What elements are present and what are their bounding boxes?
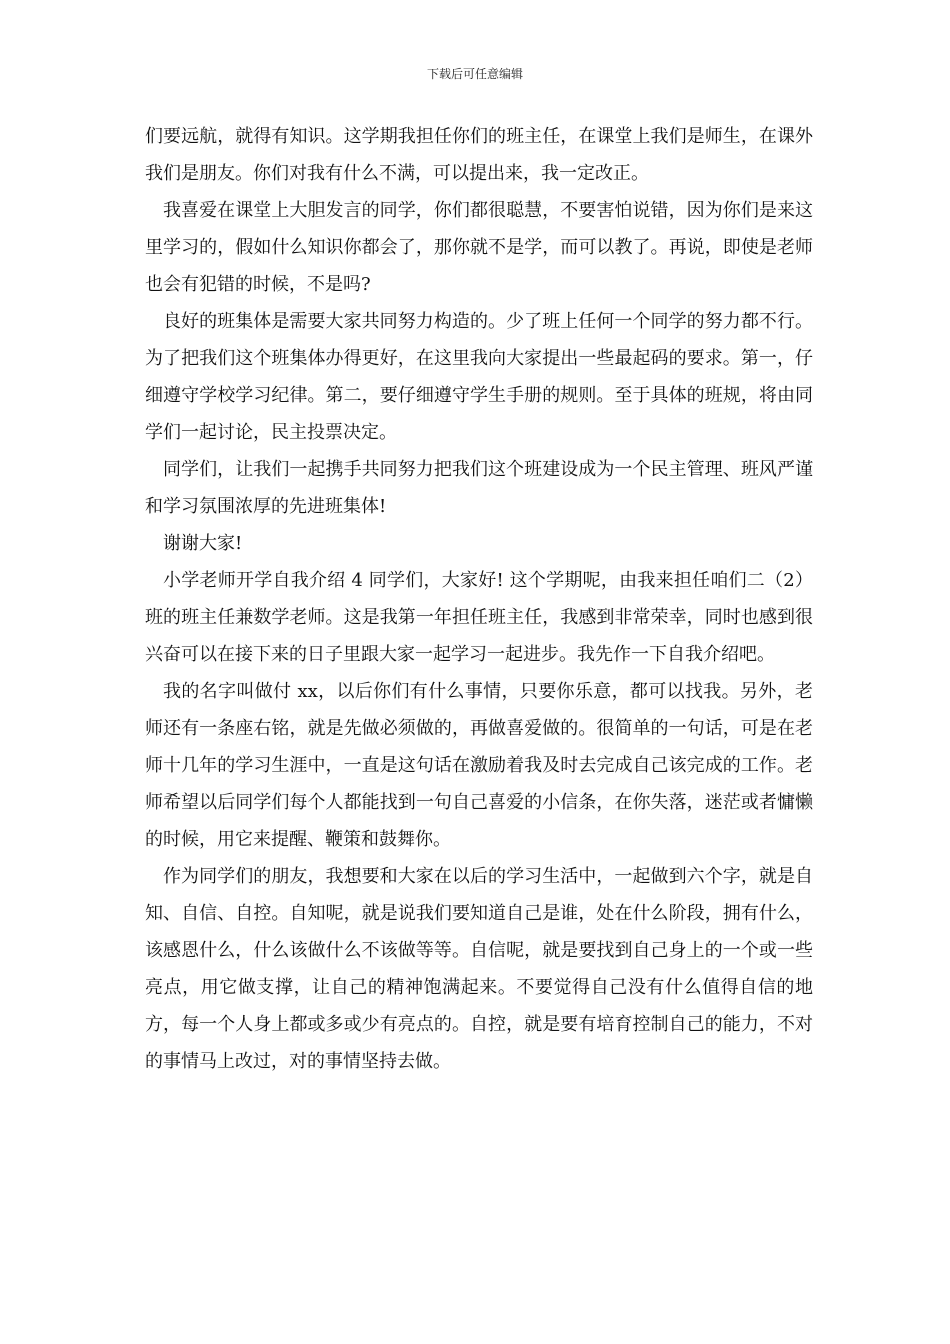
paragraph-4: 同学们，让我们一起携手共同努力把我们这个班建设成为一个民主管理、班风严谨和学习氛围浓厚的先进班集体! (145, 459, 813, 517)
paragraph-8: 作为同学们的朋友，我想要和大家在以后的学习生活中，一起做到六个字，就是自知、自信、自控。自知呢，就是说我们要知道自己是谁，处在什么阶段，拥有什么，该感恩什么，什么该做什么不该做等等。自信呢，就是要找到自己身上的一个或一些亮点，用它做支撑，让自己的精神饱满起来。不要觉得自己没有什么值得自信的地方，每一个人身上都或多或少有亮点的。自控，就是要有培育控制自己的能力，不对的事情马上改过，对的事情坚持去做。 (145, 866, 813, 1072)
body-text (145, 118, 813, 1080)
paragraph-6: 小学老师开学自我介绍 4 同学们，大家好! 这个学期呢，由我来担任咱们二（2）班的班主任兼数学老师。这是我第一年担任班主任，我感到非常荣幸，同时也感到很兴奋可以在接下来的日子里跟大家一起学习一起进步。我先作一下自我介绍吧。 (145, 570, 813, 665)
paragraph-2: 我喜爱在课堂上大胆发言的同学，你们都很聪慧，不要害怕说错，因为你们是来这里学习的，假如什么知识你都会了，那你就不是学，而可以教了。再说，即使是老师也会有犯错的时候，不是吗? (145, 200, 813, 295)
paragraph-1: 们要远航，就得有知识。这学期我担任你们的班主任，在课堂上我们是师生，在课外我们是朋友。你们对我有什么不满，可以提出来，我一定改正。 (145, 126, 813, 184)
paragraph-5: 谢谢大家! (163, 533, 243, 554)
paragraph-3: 良好的班集体是需要大家共同努力构造的。少了班上任何一个同学的努力都不行。为了把我们这个班集体办得更好，在这里我向大家提出一些最起码的要求。第一，仔细遵守学校学习纪律。第二，要仔细遵守学生手册的规则。至于具体的班规，将由同学们一起讨论，民主投票决定。 (145, 311, 813, 443)
page-header-note: 下载后可任意编辑 (426, 67, 523, 81)
paragraph-7: 我的名字叫做付 xx，以后你们有什么事情，只要你乐意，都可以找我。另外，老师还有一条座右铭，就是先做必须做的，再做喜爱做的。很简单的一句话，可是在老师十几年的学习生涯中，一直是这句话在激励着我及时去完成自己该完成的工作。老师希望以后同学们每个人都能找到一句自己喜爱的小信条，在你失落，迷茫或者慵懒的时候，用它来提醒、鞭策和鼓舞你。 (145, 681, 813, 850)
